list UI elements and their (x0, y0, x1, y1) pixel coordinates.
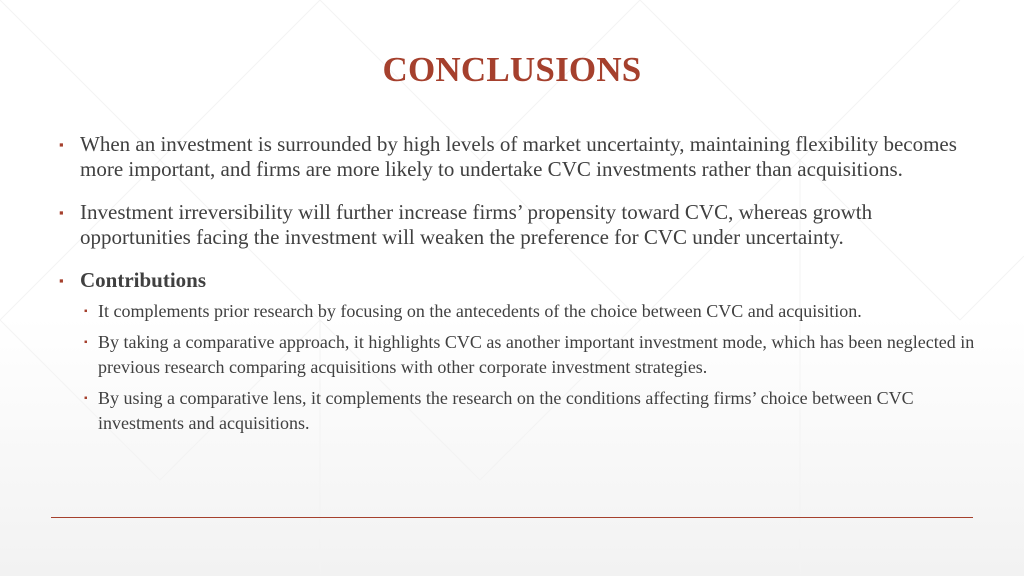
slide-title: CONCLUSIONS (382, 50, 642, 89)
contributions-heading: Contributions (80, 268, 207, 292)
sub-list-item (84, 386, 988, 436)
list-item (58, 132, 988, 182)
contributions-sublist (84, 299, 988, 436)
list-item (58, 268, 988, 293)
sub-bullet-text: By using a comparative lens, it complements the research on the conditions affecting firms’ choice between CVC investments and acquisitions. (98, 388, 914, 433)
sub-list-item (84, 330, 988, 380)
sub-bullet-marker-icon: ▪ (84, 337, 88, 348)
sub-bullet-text: It complements prior research by focusing on the antecedents of the choice between CVC and acquisition. (98, 301, 862, 321)
sub-bullet-marker-icon: ▪ (84, 306, 88, 317)
footer-divider (51, 517, 973, 518)
list-item (58, 200, 988, 250)
sub-bullet-marker-icon: ▪ (84, 393, 88, 404)
bullet-list (58, 132, 988, 442)
bullet-text: Investment irreversibility will further increase firms’ propensity toward CVC, whereas growth opportunities facing the investment will weaken the preference for CVC under uncertainty. (80, 200, 873, 249)
bullet-marker-icon: ▪ (59, 137, 64, 152)
sub-list-item (84, 299, 988, 324)
bullet-marker-icon: ▪ (59, 273, 64, 288)
bullet-text: When an investment is surrounded by high levels of market uncertainty, maintaining flexibility becomes more important, and firms are more likely to undertake CVC investments rather than acquisitions. (80, 132, 957, 181)
sub-bullet-text: By taking a comparative approach, it highlights CVC as another important investment mode, which has been neglected in previous research comparing acquisitions with other corporate investment strategies. (98, 332, 975, 377)
bullet-marker-icon: ▪ (59, 205, 64, 220)
